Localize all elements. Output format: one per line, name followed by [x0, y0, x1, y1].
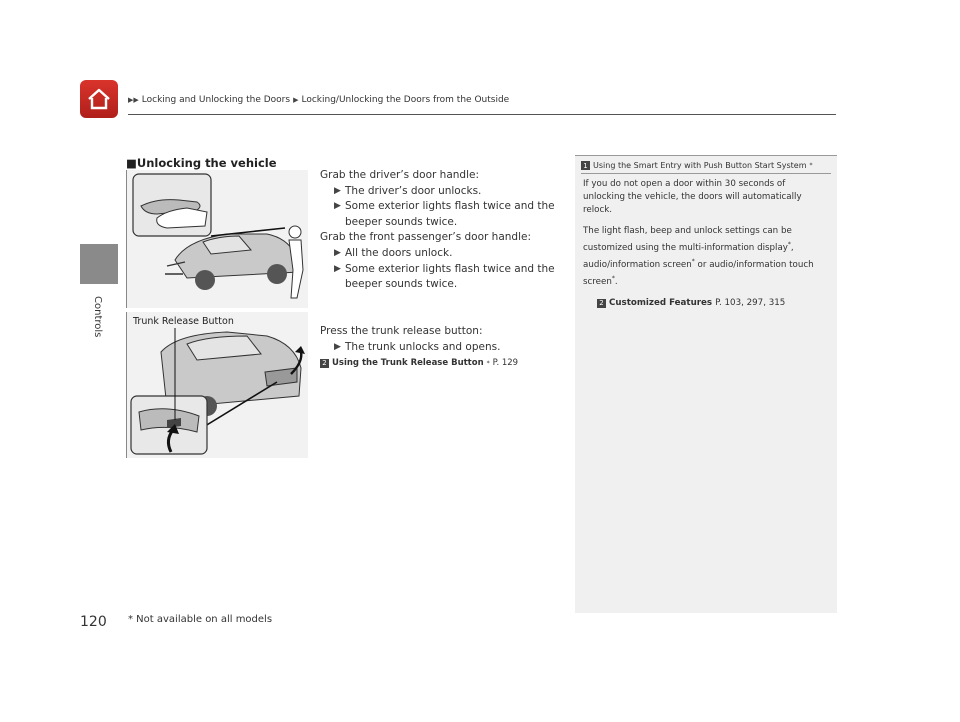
breadcrumb	[128, 95, 509, 105]
reference-icon: 2	[320, 359, 329, 368]
step-result	[320, 340, 518, 356]
figure-caption: Trunk Release Button	[133, 316, 234, 327]
car-door-handle-image	[127, 170, 308, 308]
reference-page: P. 103, 297, 315	[715, 297, 786, 308]
step-result	[320, 184, 555, 200]
sidebar-text: , audio/information screen	[583, 242, 794, 270]
step-result	[320, 199, 555, 215]
header-divider	[128, 114, 836, 115]
reference-page: P. 129	[492, 358, 519, 369]
home-icon	[86, 87, 112, 111]
step-text: Grab the front passenger’s door handle:	[320, 231, 532, 244]
availability-mark: *	[787, 241, 791, 248]
home-button[interactable]	[80, 80, 118, 118]
cross-reference-link[interactable]	[583, 297, 829, 310]
step-result-text: The trunk unlocks and opens.	[345, 340, 501, 353]
breadcrumb-item[interactable]: Locking/Unlocking the Doors from the Outside	[301, 95, 510, 105]
note-icon: 1	[581, 161, 590, 170]
step-result	[320, 262, 555, 278]
sidebar-text: .	[614, 276, 618, 287]
arrow-right-icon: ▶	[334, 341, 341, 352]
step-result-text: All the doors unlock.	[345, 246, 453, 259]
reference-icon: 2	[597, 299, 606, 308]
step-text: Press the trunk release button:	[320, 325, 483, 337]
section-title: ■Unlocking the vehicle	[126, 156, 277, 170]
section-tab-label: Controls	[92, 296, 103, 338]
cross-reference-link[interactable]	[320, 356, 518, 372]
breadcrumb-arrow-icon: ▶▶	[128, 96, 139, 104]
trunk-release-illustration	[126, 312, 308, 458]
step-text: Grab the driver’s door handle:	[320, 169, 479, 181]
sidebar-paragraph	[583, 225, 829, 289]
sidebar-body	[583, 178, 829, 310]
step-result	[320, 246, 555, 262]
sidebar-heading-text: Using the Smart Entry with Push Button Start System	[593, 161, 807, 170]
arrow-right-icon: ▶	[334, 247, 341, 258]
section-tab[interactable]	[80, 244, 118, 284]
availability-mark: *	[691, 257, 695, 265]
page-number: 120	[80, 614, 107, 630]
breadcrumb-arrow-icon: ▶	[293, 96, 299, 104]
notes-sidebar	[575, 155, 837, 613]
sidebar-paragraph: If you do not open a door within 30 seconds of unlocking the vehicle, the doors will automatically relock.	[583, 179, 802, 215]
step-result-text: The driver’s door unlocks.	[345, 184, 482, 197]
unlock-steps	[320, 168, 555, 293]
availability-mark: *	[611, 274, 615, 282]
step-result-text: Some exterior lights flash twice and the	[345, 262, 555, 275]
arrow-right-icon: ▶	[334, 201, 341, 212]
step-result-text: Some exterior lights flash twice and the	[345, 200, 555, 213]
door-handle-illustration	[126, 170, 308, 308]
sidebar-heading	[581, 161, 813, 170]
reference-title: Using the Trunk Release Button	[332, 358, 484, 369]
trunk-steps	[320, 324, 518, 372]
step-result-cont: beeper sounds twice.	[345, 215, 458, 228]
step-result-cont: beeper sounds twice.	[345, 278, 458, 291]
sidebar-divider	[581, 173, 831, 174]
sidebar-text: or audio/information touch screen	[583, 259, 814, 287]
availability-mark: *	[486, 360, 490, 368]
arrow-right-icon: ▶	[334, 263, 341, 274]
availability-mark: *	[809, 162, 813, 169]
arrow-right-icon: ▶	[334, 185, 341, 196]
footnote: * Not available on all models	[128, 614, 273, 625]
car-trunk-image	[127, 312, 308, 458]
reference-title: Customized Features	[609, 297, 713, 308]
breadcrumb-item[interactable]: Locking and Unlocking the Doors	[141, 95, 291, 105]
sidebar-text: The light flash, beep and unlock settings can be customized using the multi-information display	[583, 226, 792, 253]
